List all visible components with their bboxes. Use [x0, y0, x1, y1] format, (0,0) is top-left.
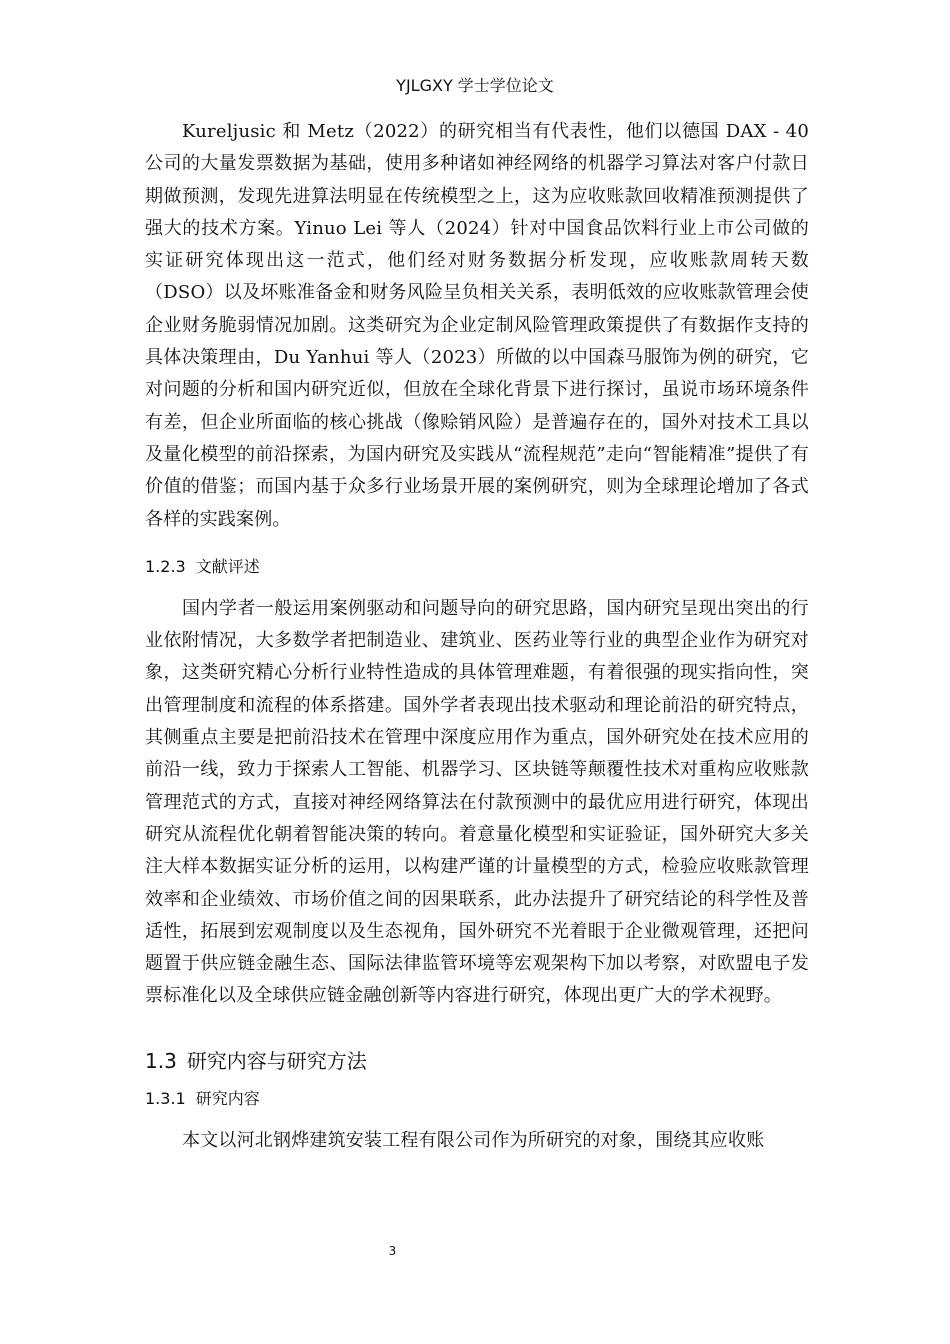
section-number: 1.3	[145, 1048, 177, 1073]
running-header: YJLGXY 学士学位论文	[396, 76, 554, 95]
body-content	[145, 116, 809, 1157]
section-number: 1.2.3	[145, 556, 186, 576]
section-title: 文献评述	[195, 556, 260, 576]
section-title: 研究内容	[195, 1088, 260, 1108]
section-title: 研究内容与研究方法	[186, 1048, 367, 1073]
paragraph-literature-review: 国内学者一般运用案例驱动和问题导向的研究思路，国内研究呈现出突出的行业依附情况，大多数学者把制造业、建筑业、医药业等行业的典型企业作为研究对象，这类研究精心分析行业特性造成的具体管理难题，有着很强的现实指向性，突出管理制度和流程的体系搭建。国外学者表现出技术驱动和理论前沿的研究特点，其侧重点主要是把前沿技术在管理中深度应用作为重点，国外研究处在技术应用的前沿一线，致力于探索人工智能、机器学习、区块链等颠覆性技术对重构应收账款管理范式的方式，直接对神经网络算法在付款预测中的最优应用进行研究，体现出研究从流程优化朝着智能决策的转向。着意量化模型和实证验证，国外研究大多关注大样本数据实证分析的运用，以构建严谨的计量模型的方式，检验应收账款管理效率和企业绩效、市场价值之间的因果联系，此办法提升了研究结论的科学性及普适性，拓展到宏观制度以及生态视角，国外研究不光着眼于企业微观管理，还把问题置于供应链金融生态、国际法律监管环境等宏观架构下加以考察，对欧盟电子发票标准化以及全球供应链金融创新等内容进行研究，体现出更广大的学术视野。	[145, 597, 809, 1007]
page-number: 3	[388, 1244, 397, 1258]
paragraph-research-content: 本文以河北钢烨建筑安装工程有限公司作为所研究的对象，围绕其应收账	[182, 1129, 765, 1151]
section-heading-1-3	[145, 1047, 809, 1075]
section-heading-1-2-3	[145, 555, 809, 579]
section-heading-1-3-1	[145, 1087, 809, 1111]
section-number: 1.3.1	[145, 1088, 186, 1108]
paragraph-foreign-research: Kureljusic 和 Metz（2022）的研究相当有代表性，他们以德国 DAX - 40 公司的大量发票数据为基础，使用多种诸如神经网络的机器学习算法对客户付款日期做预测，发现先进算法明显在传统模型之上，这为应收账款回收精准预测提供了强大的技术方案。Yinuo Lei 等人（2024）针对中国食品饮料行业上市公司做的实证研究体现出这一范式，他们经对财务数据分析发现，应收账款周转天数（DSO）以及坏账准备金和财务风险呈负相关关系，表明低效的应收账款管理会使企业财务脆弱情况加剧。这类研究为企业定制风险管理政策提供了有数据作支持的具体决策理由，Du Yanhui 等人（2023）所做的以中国森马服饰为例的研究，它对问题的分析和国内研究近似，但放在全球化背景下进行探讨，虽说市场环境条件有差，但企业所面临的核心挑战（像赊销风险）是普遍存在的，国外对技术工具以及量化模型的前沿探索，为国内研究及实践从“流程规范”走向“智能精准”提供了有价值的借鉴；而国内基于众多行业场景开展的案例研究，则为全球理论增加了各式各样的实践案例。	[145, 121, 809, 530]
